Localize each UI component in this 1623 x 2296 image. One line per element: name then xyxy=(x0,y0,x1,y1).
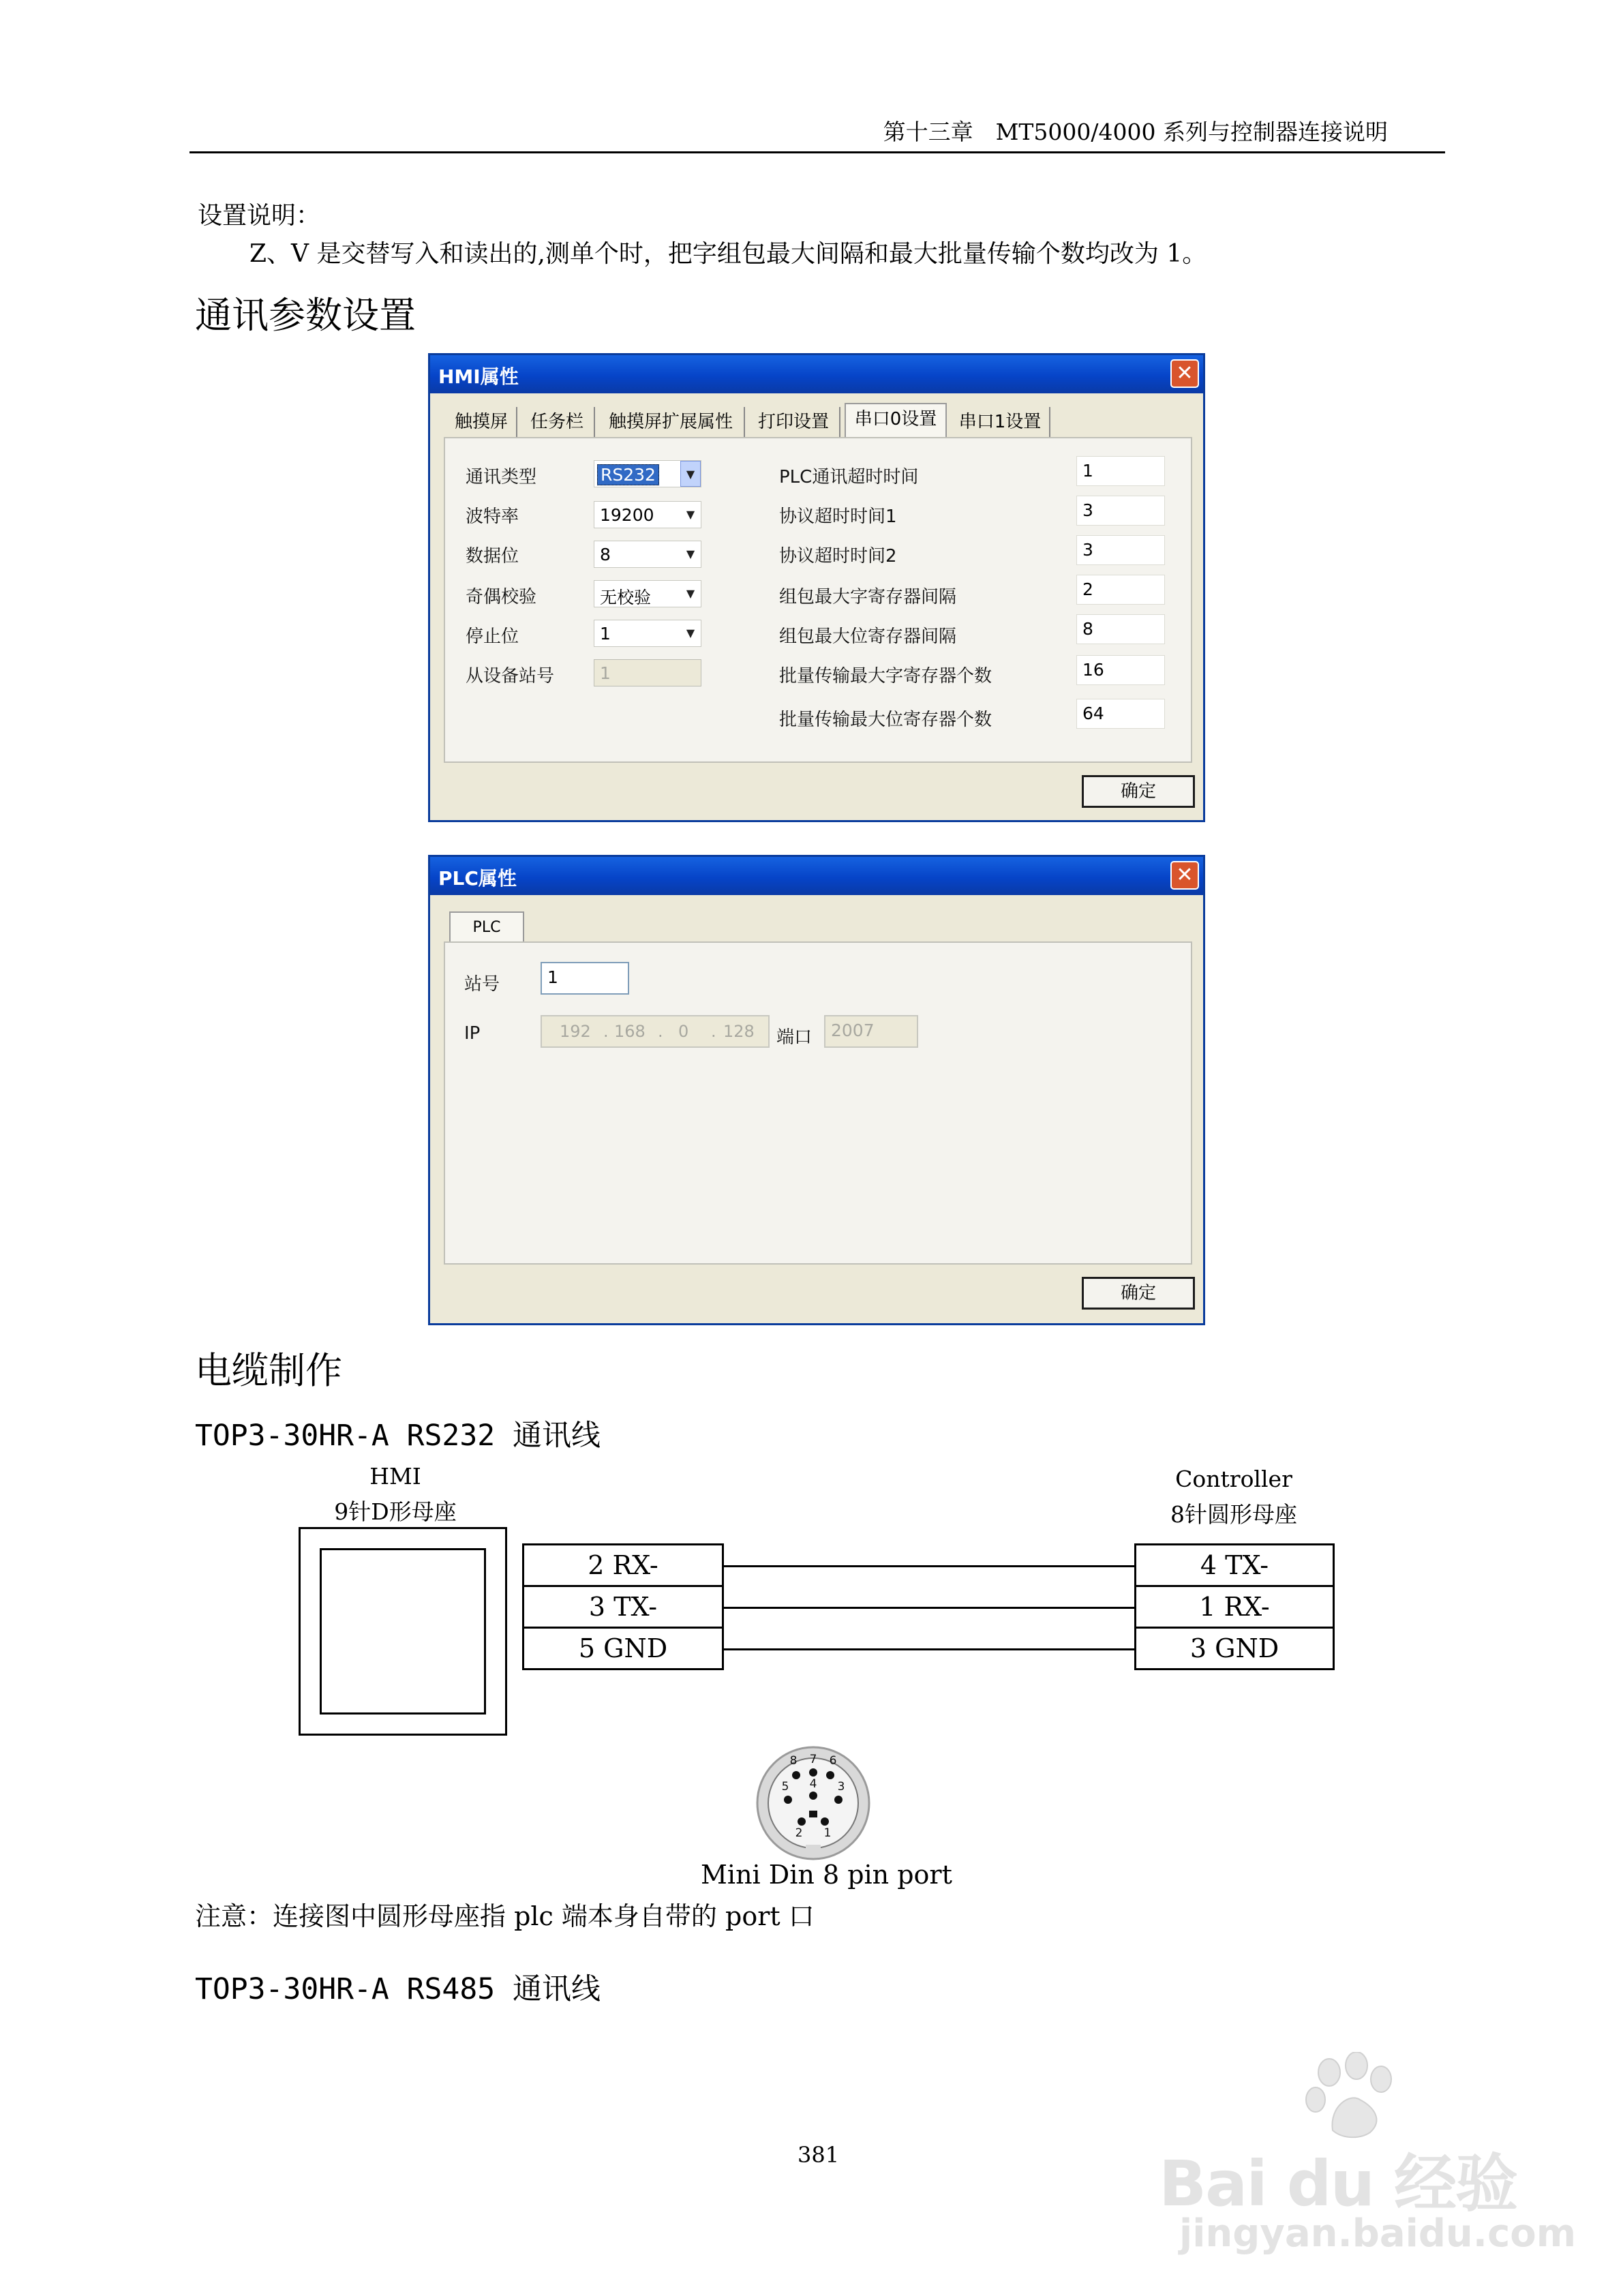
max-bit-count-input[interactable] xyxy=(1076,699,1165,729)
controller-label: Controller xyxy=(1175,1466,1292,1492)
stop-bits-select[interactable] xyxy=(594,620,701,647)
tab-serial0-settings[interactable]: 串口0设置 xyxy=(845,403,947,437)
notes-heading: 设置说明： xyxy=(198,202,321,230)
plc-ok-button[interactable]: 确定 xyxy=(1082,1277,1195,1310)
label-ip: IP xyxy=(464,1023,481,1044)
label-max-word-count: 批量传输最大字寄存器个数 xyxy=(779,666,992,686)
label-baud-rate: 波特率 xyxy=(466,507,519,527)
label-station: 站号 xyxy=(464,974,500,995)
port-input xyxy=(824,1015,918,1048)
wire-gnd-gnd xyxy=(724,1648,1134,1650)
plc-properties-dialog xyxy=(428,855,1205,1325)
wire-rx-tx xyxy=(724,1565,1134,1567)
port-value: 2007 xyxy=(831,1021,875,1040)
hmi-connector-label: 9针D形母座 xyxy=(334,1498,457,1525)
minidin-pin-8: 8 xyxy=(789,1754,798,1768)
hmi-pin-rx: 2 RX- xyxy=(522,1543,724,1587)
data-bits-value: 8 xyxy=(600,545,611,564)
protocol-timeout-1-input[interactable] xyxy=(1076,496,1165,526)
db9-connector-inner xyxy=(320,1548,486,1715)
slave-station-input xyxy=(594,659,701,686)
minidin-pin-1: 1 xyxy=(823,1826,832,1840)
max-word-gap-input[interactable] xyxy=(1076,575,1165,605)
max-bit-gap-input[interactable] xyxy=(1076,614,1165,644)
minidin-caption: Mini Din 8 pin port xyxy=(701,1860,952,1890)
plc-timeout-input[interactable] xyxy=(1076,456,1165,486)
tab-touchscreen[interactable]: 触摸屏 xyxy=(446,407,517,437)
station-value: 1 xyxy=(547,967,558,987)
label-max-word-gap: 组包最大字寄存器间隔 xyxy=(779,587,957,607)
minidin-8pin-icon xyxy=(755,1745,871,1861)
hmi-dialog-titlebar[interactable] xyxy=(430,355,1203,393)
section-title-cable: 电缆制作 xyxy=(195,1349,342,1392)
chevron-down-icon[interactable]: ▼ xyxy=(686,587,695,600)
label-protocol-timeout-2: 协议超时时间2 xyxy=(779,546,897,567)
chevron-down-icon[interactable]: ▼ xyxy=(686,508,695,521)
minidin-pin-5: 5 xyxy=(781,1780,789,1794)
baidu-jingyan-watermark xyxy=(1159,2052,1577,2256)
minidin-pin-4: 4 xyxy=(809,1777,817,1791)
minidin-pin-6: 6 xyxy=(829,1754,837,1768)
rs232-cable-title: TOP3-30HR-A RS232 通讯线 xyxy=(195,1419,601,1453)
label-comm-type: 通讯类型 xyxy=(466,467,537,487)
label-data-bits: 数据位 xyxy=(466,546,519,567)
ip-octet-4: 128 xyxy=(723,1022,755,1041)
hmi-ok-button[interactable]: 确定 xyxy=(1082,775,1195,808)
chevron-down-icon[interactable]: ▼ xyxy=(680,461,701,487)
hmi-pin-gnd: 5 GND xyxy=(522,1627,724,1670)
controller-pin-rx: 1 RX- xyxy=(1134,1585,1335,1629)
parity-select[interactable] xyxy=(594,580,701,607)
plc-dialog-close-icon[interactable]: ✕ xyxy=(1170,861,1199,890)
label-protocol-timeout-1: 协议超时时间1 xyxy=(779,507,897,527)
ip-dot-icon: . xyxy=(711,1022,716,1041)
label-stop-bits: 停止位 xyxy=(466,626,519,647)
max-word-count-input[interactable] xyxy=(1076,655,1165,685)
label-plc-timeout: PLC通讯超时时间 xyxy=(779,467,919,487)
label-max-bit-gap: 组包最大位寄存器间隔 xyxy=(779,626,957,647)
controller-connector-label: 8针圆形母座 xyxy=(1170,1501,1297,1528)
db9-connector-icon xyxy=(299,1527,507,1736)
page-number: 381 xyxy=(798,2142,840,2168)
station-input[interactable] xyxy=(541,962,629,995)
note-text: 注意：连接图中圆形母座指 plc 端本身自带的 port 口 xyxy=(195,1901,815,1931)
running-head: 第十三章 MT5000/4000 系列与控制器连接说明 xyxy=(883,119,1388,145)
slave-station-value: 1 xyxy=(600,663,611,683)
ip-octet-1: 192 xyxy=(560,1022,591,1041)
stop-bits-value: 1 xyxy=(600,624,611,644)
watermark-brand: Bai du 经验 xyxy=(1159,2147,1517,2220)
plc-timeout-value: 1 xyxy=(1082,461,1093,481)
ip-dot-icon: . xyxy=(658,1022,663,1041)
tab-serial1-settings[interactable]: 串口1设置 xyxy=(951,407,1050,437)
rs485-cable-title: TOP3-30HR-A RS485 通讯线 xyxy=(195,1972,601,2006)
minidin-pin-7: 7 xyxy=(809,1753,817,1766)
ip-octet-3: 0 xyxy=(678,1022,689,1041)
chevron-down-icon[interactable]: ▼ xyxy=(686,547,695,560)
label-max-bit-count: 批量传输最大位寄存器个数 xyxy=(779,710,992,730)
hmi-dialog-close-icon[interactable]: ✕ xyxy=(1170,359,1199,388)
controller-pin-gnd: 3 GND xyxy=(1134,1627,1335,1670)
max-word-gap-value: 2 xyxy=(1082,579,1093,599)
tab-touchscreen-ext[interactable]: 触摸屏扩展属性 xyxy=(598,407,745,437)
protocol-timeout-1-value: 3 xyxy=(1082,500,1093,520)
baud-rate-value: 19200 xyxy=(600,505,654,525)
hmi-properties-dialog xyxy=(428,353,1205,822)
wire-tx-rx xyxy=(724,1607,1134,1609)
max-bit-gap-value: 8 xyxy=(1082,619,1093,639)
notes-text: Z、V 是交替写入和读出的,测单个时，把字组包最大间隔和最大批量传输个数均改为 1。 xyxy=(249,240,1207,268)
ip-octet-2: 168 xyxy=(614,1022,646,1041)
plc-dialog-title: PLC属性 xyxy=(438,867,517,890)
tab-taskbar[interactable]: 任务栏 xyxy=(520,407,595,437)
controller-pin-tx: 4 TX- xyxy=(1134,1543,1335,1587)
protocol-timeout-2-input[interactable] xyxy=(1076,535,1165,565)
ip-dot-icon: . xyxy=(603,1022,609,1041)
serial0-settings-panel xyxy=(444,437,1192,763)
minidin-pin-2: 2 xyxy=(795,1826,803,1840)
tab-plc[interactable]: PLC xyxy=(449,911,524,946)
parity-value: 无校验 xyxy=(600,588,652,607)
ip-address-input xyxy=(541,1015,770,1048)
comm-type-select[interactable] xyxy=(594,460,701,487)
chevron-down-icon[interactable]: ▼ xyxy=(686,626,695,639)
watermark-url: jingyan.baidu.com xyxy=(1179,2211,1577,2256)
label-port: 端口 xyxy=(776,1027,813,1048)
tab-print-settings[interactable]: 打印设置 xyxy=(748,407,840,437)
data-bits-select[interactable] xyxy=(594,541,701,568)
max-bit-count-value: 64 xyxy=(1082,704,1104,723)
protocol-timeout-2-value: 3 xyxy=(1082,540,1093,560)
paw-logo-icon xyxy=(1302,2052,1404,2141)
plc-dialog-titlebar[interactable] xyxy=(430,857,1203,895)
plc-settings-panel xyxy=(444,941,1192,1265)
hmi-pin-tx: 3 TX- xyxy=(522,1585,724,1629)
comm-type-value: RS232 xyxy=(597,464,659,485)
label-parity: 奇偶校验 xyxy=(466,587,537,607)
baud-rate-select[interactable] xyxy=(594,501,701,528)
section-title-comm-params: 通讯参数设置 xyxy=(195,294,416,337)
header-rule xyxy=(189,151,1445,153)
hmi-tab-strip xyxy=(446,407,1196,438)
hmi-dialog-title: HMI属性 xyxy=(438,365,519,388)
max-word-count-value: 16 xyxy=(1082,660,1104,680)
minidin-pin-3: 3 xyxy=(837,1780,845,1794)
label-slave-station: 从设备站号 xyxy=(466,666,555,686)
hmi-label: HMI xyxy=(369,1463,421,1490)
